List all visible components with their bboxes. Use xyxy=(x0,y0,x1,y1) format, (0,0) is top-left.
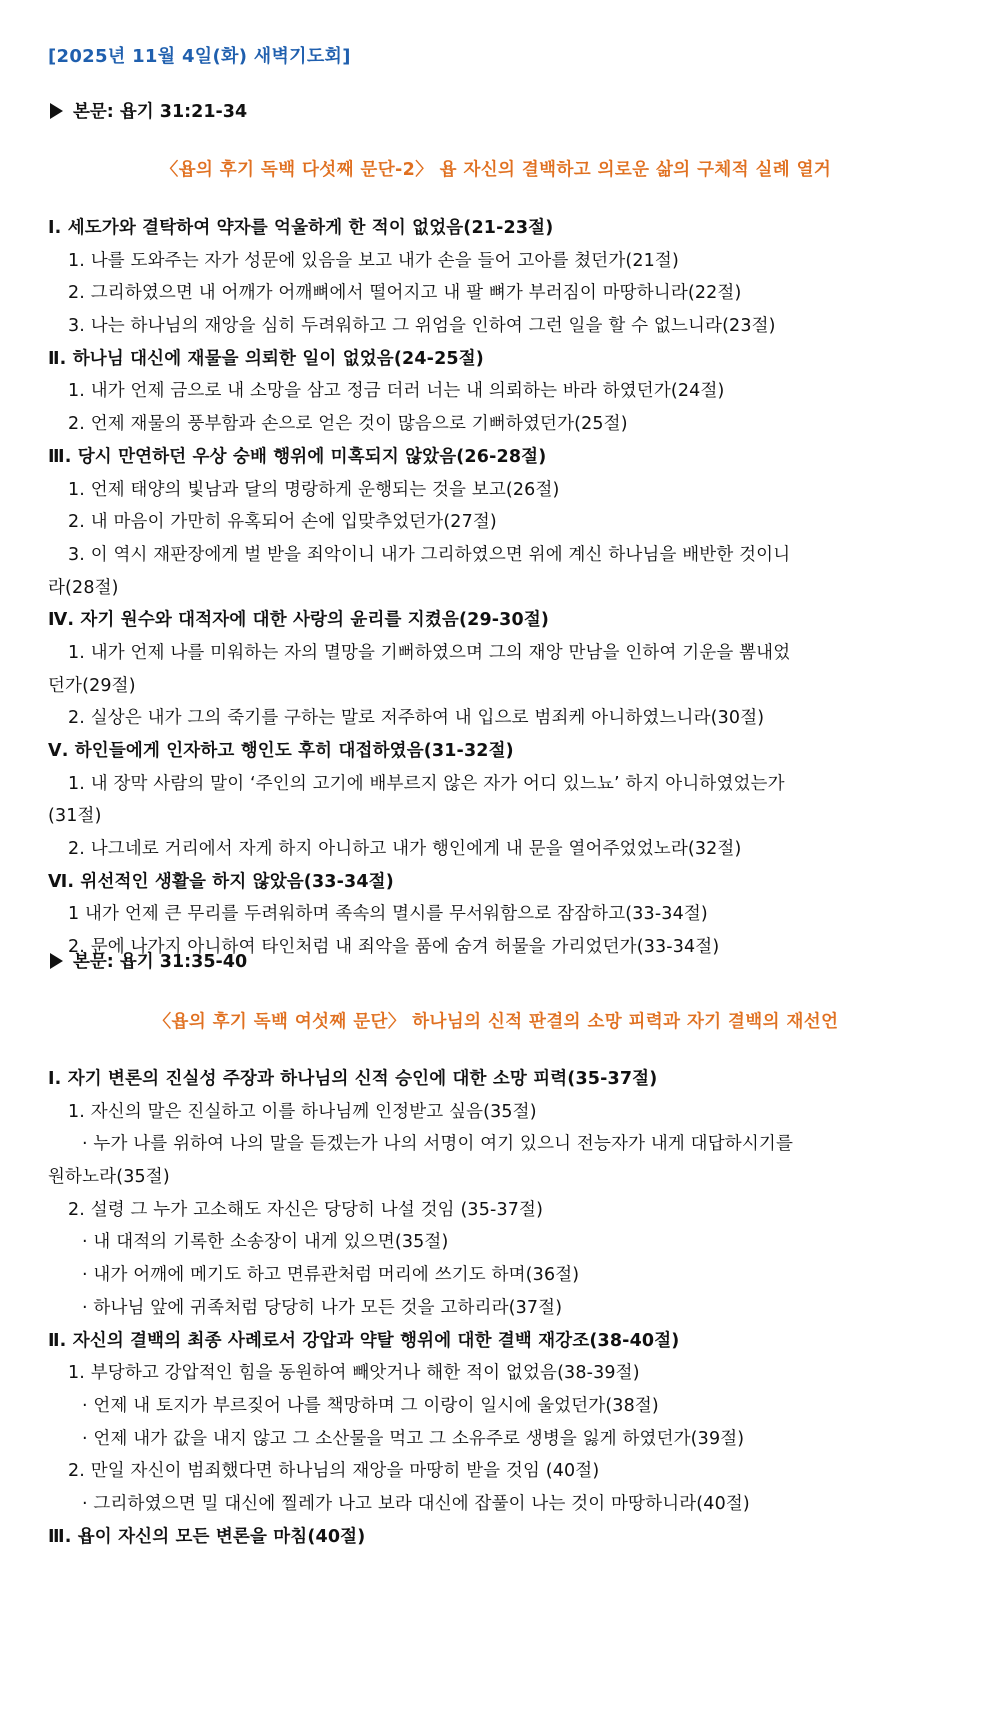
outline-item-continuation: 던가(29절) xyxy=(48,675,136,696)
page-title: [2025년 11월 4일(화) 새벽기도회] xyxy=(48,46,351,67)
outline-item: 1. 자신의 말은 진실하고 이를 하나님께 인정받고 싶음(35절) xyxy=(68,1101,537,1122)
passage-heading-2 xyxy=(50,948,247,973)
outline-item: 3. 나는 하나님의 재앙을 심히 두려워하고 그 위엄을 인하여 그런 일을 할 수 없느니라(23절) xyxy=(68,316,776,337)
outline-item: 2. 설령 그 누가 고소해도 자신은 당당히 나설 것임 (35-37절) xyxy=(68,1199,544,1220)
bullet-item: · 내 대적의 기록한 소송장이 내게 있으면(35절) xyxy=(82,1232,449,1253)
outline-item-continuation: (31절) xyxy=(48,806,102,827)
triangle-bullet-icon xyxy=(50,953,63,969)
outline-item: 2. 내 마음이 가만히 유혹되어 손에 입맞추었던가(27절) xyxy=(68,512,497,533)
triangle-bullet-icon xyxy=(50,103,63,119)
passage-heading-1 xyxy=(50,98,247,123)
outline-heading: Ⅲ. 당시 만연하던 우상 숭배 행위에 미혹되지 않았음(26-28절) xyxy=(48,446,547,467)
outline-item-continuation: 원하노라(35절) xyxy=(48,1167,170,1188)
outline-item: 2. 문에 나가지 아니하여 타인처럼 내 죄악을 품에 숨겨 허물을 가리었던가(33-34절) xyxy=(68,937,720,958)
bullet-item: · 하나님 앞에 귀족처럼 당당히 나가 모든 것을 고하리라(37절) xyxy=(82,1297,563,1318)
outline-heading: Ⅴ. 하인들에게 인자하고 행인도 후히 대접하였음(31-32절) xyxy=(48,741,514,761)
outline-section-1 xyxy=(48,212,958,964)
outline-item: 1 내가 언제 큰 무리를 두려워하며 족속의 멸시를 무서워함으로 잠잠하고(33-34절) xyxy=(68,904,708,925)
outline-item-continuation: 라(28절) xyxy=(48,577,119,598)
outline-item: 2. 실상은 내가 그의 죽기를 구하는 말로 저주하여 내 입으로 범죄케 아니하였느니라(30절) xyxy=(68,708,765,729)
outline-item: 1. 나를 도와주는 자가 성문에 있음을 보고 내가 손을 들어 고아를 쳤던가(21절) xyxy=(68,250,679,271)
outline-heading: Ⅰ. 세도가와 결탁하여 약자를 억울하게 한 적이 없었음(21-23절) xyxy=(48,218,554,238)
bullet-item: · 내가 어깨에 메기도 하고 면류관처럼 머리에 쓰기도 하며(36절) xyxy=(82,1265,580,1286)
outline-heading: Ⅱ. 자신의 결백의 최종 사례로서 강압과 약탈 행위에 대한 결백 재강조(38-40절) xyxy=(48,1330,680,1351)
outline-item: 2. 그리하였으면 내 어깨가 어깨뼈에서 떨어지고 내 팔 뼈가 부러짐이 마땅하니라(22절) xyxy=(68,283,742,304)
outline-item: 2. 만일 자신이 범죄했다면 하나님의 재앙을 마땅히 받을 것임 (40절) xyxy=(68,1461,600,1482)
outline-item: 1. 내 장막 사람의 말이 ‘주인의 고기에 배부르지 않은 자가 어디 있느뇨’ 하지 아니하였었는가 xyxy=(68,773,785,794)
bullet-item: · 언제 내가 값을 내지 않고 그 소산물을 먹고 그 소유주로 생병을 잃게 하였던가(39절) xyxy=(82,1428,745,1449)
outline-item: 3. 이 역시 재판장에게 벌 받을 죄악이니 내가 그리하였으면 위에 계신 하나님을 배반한 것이니 xyxy=(68,544,791,565)
section-subtitle-1: 〈욥의 후기 독백 다섯째 문단-2〉 욥 자신의 결백하고 의로운 삶의 구체적 실례 열거 xyxy=(160,160,832,180)
outline-heading: Ⅳ. 자기 원수와 대적자에 대한 사랑의 윤리를 지켰음(29-30절) xyxy=(48,610,550,631)
section-subtitle-2: 〈욥의 후기 독백 여섯째 문단〉 하나님의 신적 판결의 소망 피력과 자기 결백의 재선언 xyxy=(153,1012,839,1032)
passage-heading-text: 본문: 욥기 31:21-34 xyxy=(73,102,248,122)
outline-item: 1. 부당하고 강압적인 힘을 동원하여 빼앗거나 해한 적이 없었음(38-39절) xyxy=(68,1363,640,1384)
bullet-item: · 언제 내 토지가 부르짖어 나를 책망하며 그 이랑이 일시에 울었던가(38절) xyxy=(82,1395,659,1416)
bullet-item: · 그리하였으면 밀 대신에 찔레가 나고 보라 대신에 잡풀이 나는 것이 마땅하니라(40절) xyxy=(82,1493,750,1514)
bullet-item: · 누가 나를 위하여 나의 말을 듣겠는가 나의 서명이 여기 있으니 전능자가 내게 대답하시기를 xyxy=(82,1134,794,1155)
outline-item: 1. 언제 태양의 빛남과 달의 명랑하게 운행되는 것을 보고(26절) xyxy=(68,479,560,500)
outline-item: 1. 내가 언제 나를 미워하는 자의 멸망을 기뻐하였으며 그의 재앙 만남을 인하여 기운을 뽐내었 xyxy=(68,642,791,663)
outline-heading: Ⅱ. 하나님 대신에 재물을 의뢰한 일이 없었음(24-25절) xyxy=(48,348,484,369)
outline-item: 1. 내가 언제 금으로 내 소망을 삼고 정금 더러 너는 내 의뢰하는 바라 하였던가(24절) xyxy=(68,381,725,402)
outline-heading: Ⅰ. 자기 변론의 진실성 주장과 하나님의 신적 승인에 대한 소망 피력(35-37절) xyxy=(48,1069,658,1089)
outline-heading: Ⅲ. 욥이 자신의 모든 변론을 마침(40절) xyxy=(48,1526,366,1547)
outline-heading: Ⅵ. 위선적인 생활을 하지 않았음(33-34절) xyxy=(48,871,394,892)
outline-section-2 xyxy=(48,1063,958,1553)
passage-heading-text: 본문: 욥기 31:35-40 xyxy=(73,952,248,972)
outline-item: 2. 언제 재물의 풍부함과 손으로 얻은 것이 많음으로 기뻐하였던가(25절) xyxy=(68,414,628,435)
outline-item: 2. 나그네로 거리에서 자게 하지 아니하고 내가 행인에게 내 문을 열어주었었노라(32절) xyxy=(68,839,742,860)
